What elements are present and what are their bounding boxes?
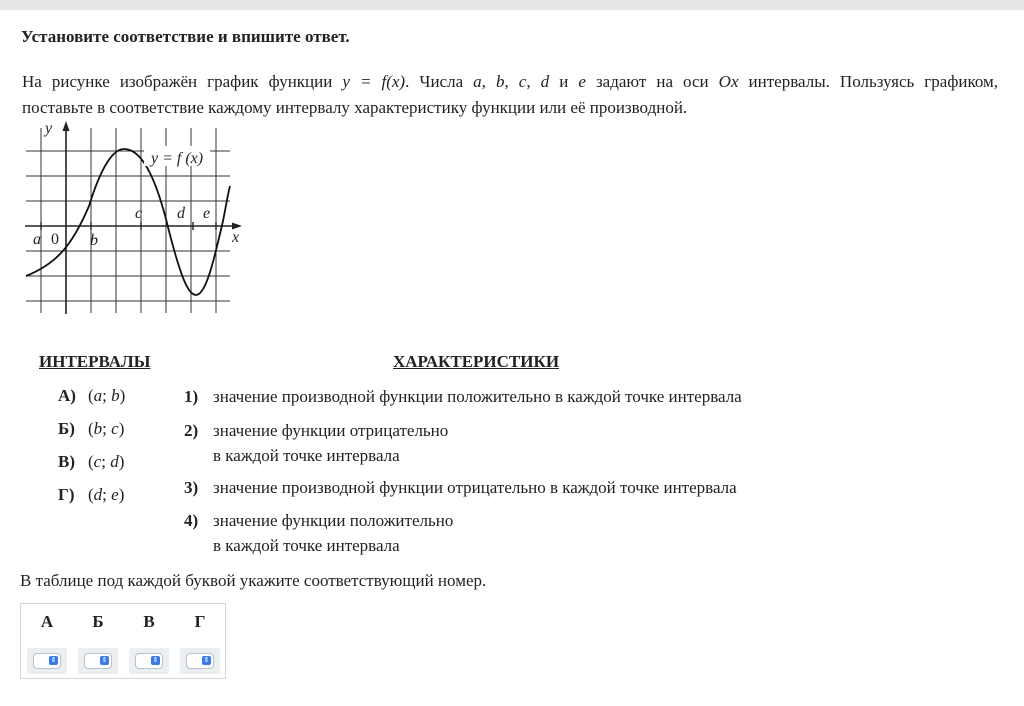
characteristics-title: ХАРАКТЕРИСТИКИ	[393, 352, 560, 371]
select-arrows-icon: ⇕	[50, 656, 57, 664]
y-axis-arrow	[63, 121, 70, 131]
interval-c: В) (c; d)	[58, 452, 125, 471]
answer-cell-b	[78, 648, 118, 674]
intro-line-1: На рисунке изображён график функции y = f(x). Числа a, b, c, d и e задают на оси Ox интервалы. Пользуясь графиком,	[22, 72, 999, 91]
intro-line-2: поставьте в соответствие каждому интервалу характеристику функции или её производной.	[22, 98, 688, 117]
y-axis-label: y	[45, 120, 53, 137]
function-graph	[20, 118, 245, 318]
answer-select-b[interactable]	[84, 653, 112, 669]
answer-cell-v	[129, 648, 169, 674]
answer-instruction: В таблице под каждой буквой укажите соответствующий номер.	[20, 571, 487, 590]
answer-select-v[interactable]	[135, 653, 163, 669]
top-bar	[0, 0, 1024, 10]
intervals-title: ИНТЕРВАЛЫ	[39, 352, 151, 371]
point-label-e: e	[203, 205, 211, 222]
function-label: y = f (x)	[151, 150, 204, 167]
interval-a: А) (a; b)	[58, 386, 126, 405]
answer-table	[20, 603, 226, 679]
answer-select-g[interactable]	[186, 653, 214, 669]
answer-cell-a	[27, 648, 67, 674]
answer-column-header-b: Б	[92, 612, 104, 631]
point-label-a: a	[33, 231, 41, 248]
answer-select-a[interactable]	[33, 653, 61, 669]
answer-column-header-g: Г	[194, 612, 206, 631]
point-label-d: d	[177, 205, 185, 222]
select-arrows-icon: ⇕	[203, 656, 210, 664]
zero-label: 0	[51, 231, 59, 248]
point-label-c: c	[135, 205, 143, 222]
select-arrows-icon: ⇕	[101, 656, 108, 664]
interval-b: Б) (b; c)	[58, 419, 125, 438]
answer-column-header-v: В	[143, 612, 155, 631]
answer-cell-g	[180, 648, 220, 674]
task-intro	[22, 69, 998, 121]
point-label-b: b	[90, 232, 98, 249]
x-axis-label: x	[232, 229, 240, 246]
answer-column-header-a: А	[40, 612, 54, 631]
task-heading: Установите соответствие и впишите ответ.	[21, 27, 350, 46]
interval-d: Г) (d; e)	[58, 485, 125, 504]
select-arrows-icon: ⇕	[152, 656, 159, 664]
function-curve	[26, 149, 230, 295]
